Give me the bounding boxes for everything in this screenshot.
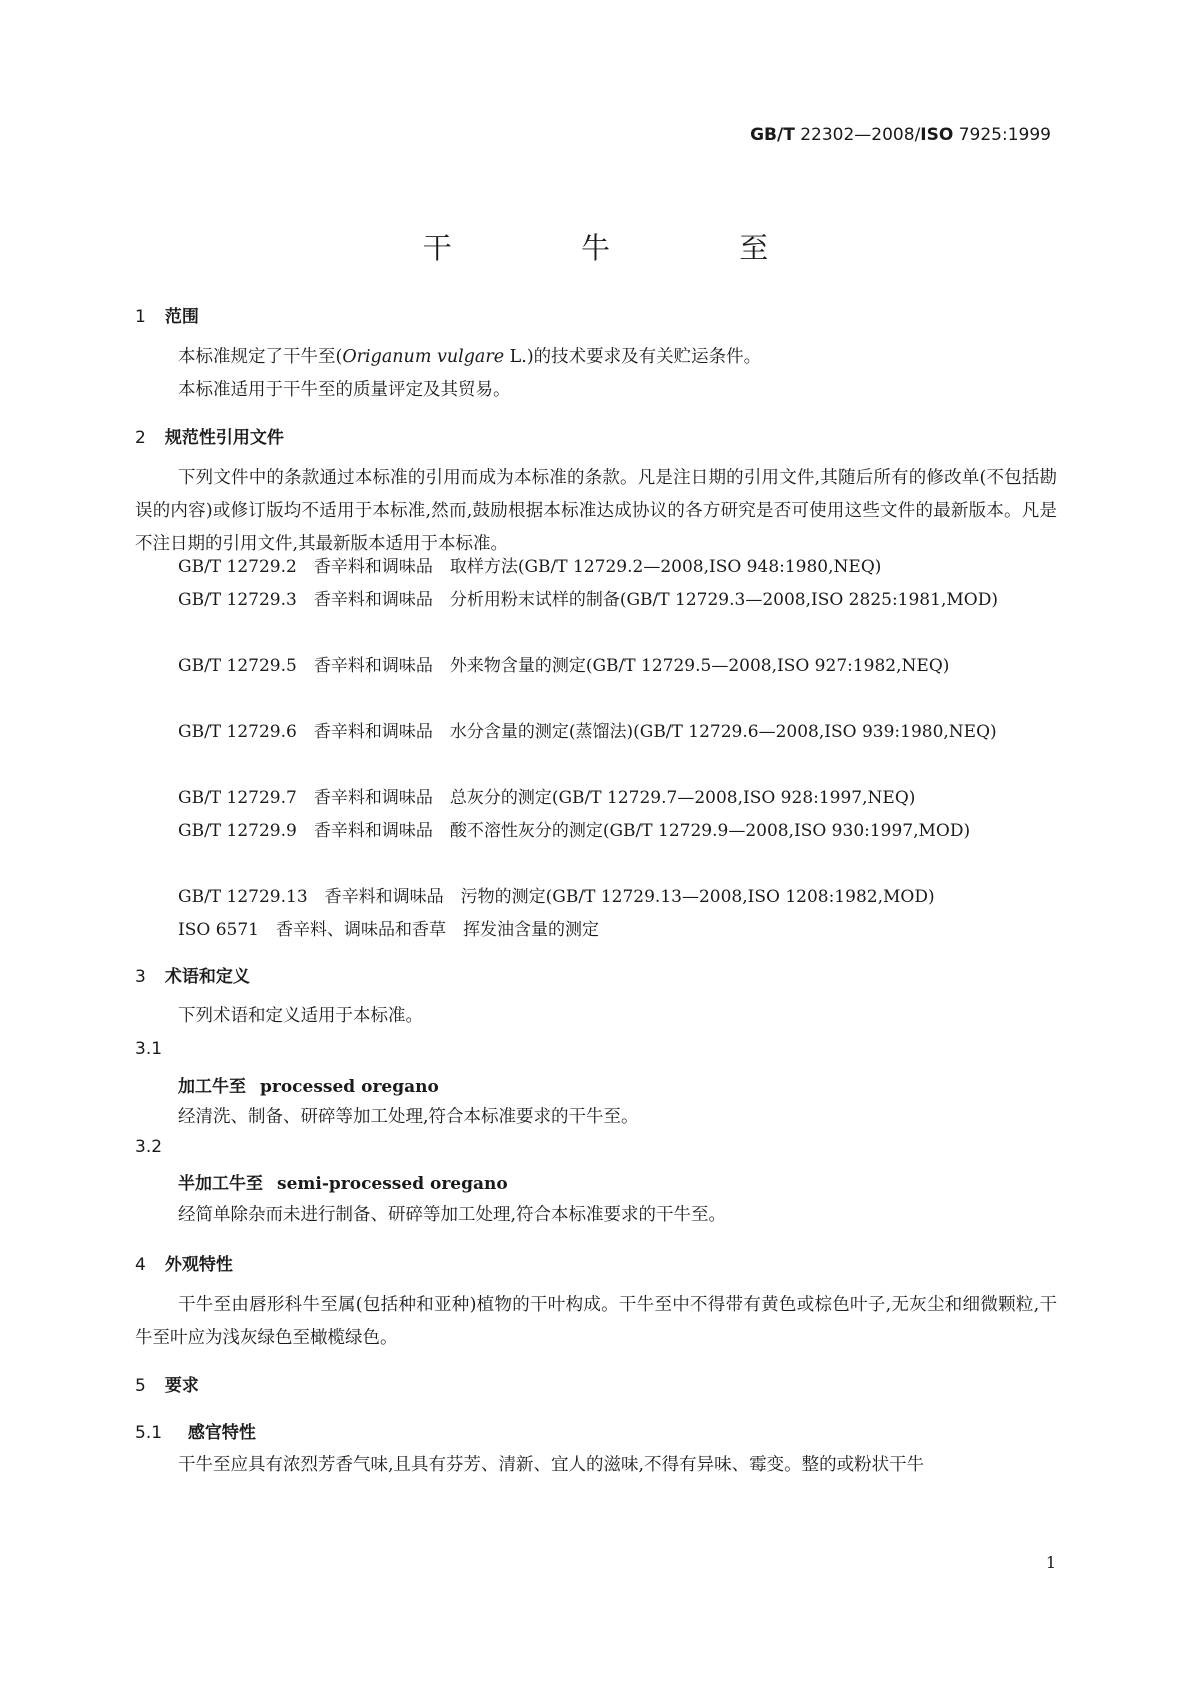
term-zh: 半加工牛至 <box>178 1174 263 1194</box>
section-title: 规范性引用文件 <box>164 428 284 448</box>
scope-paragraph-1: 本标准规定了干牛至(Origanum vulgare L.)的技术要求及有关贮运条件。 <box>178 347 762 367</box>
page-number: 1 <box>1045 1553 1056 1572</box>
section-number: 1 <box>135 307 146 327</box>
section-1-heading <box>135 302 199 327</box>
term-number: 3.2 <box>135 1137 163 1157</box>
reference-item: GB/T 12729.13 香辛料和调味品 污物的测定(GB/T 12729.13—2008,ISO 1208:1982,MOD) <box>178 887 935 907</box>
std-number: 22302—2008 <box>800 125 915 145</box>
std-prefix: GB/T <box>750 125 795 145</box>
section-title: 外观特性 <box>164 1255 233 1275</box>
iso-number: 7925:1999 <box>958 125 1051 145</box>
sensory-paragraph: 干牛至应具有浓烈芳香气味,且具有芬芳、清新、宜人的滋味,不得有异味、霉变。整的或粉状干牛 <box>178 1455 925 1475</box>
reference-item: GB/T 12729.6 香辛料和调味品 水分含量的测定(蒸馏法)(GB/T 12729.6—2008,ISO 939:1980,NEQ) <box>178 722 997 742</box>
terms-intro: 下列术语和定义适用于本标准。 <box>178 1006 423 1026</box>
reference-item: GB/T 12729.9 香辛料和调味品 酸不溶性灰分的测定(GB/T 12729.9—2008,ISO 930:1997,MOD) <box>178 821 971 841</box>
term-definition: 经清洗、制备、研碎等加工处理,符合本标准要求的干牛至。 <box>178 1107 639 1127</box>
reference-item: GB/T 12729.5 香辛料和调味品 外来物含量的测定(GB/T 12729.5—2008,ISO 927:1982,NEQ) <box>178 656 950 676</box>
scope-paragraph-2: 本标准适用于干牛至的质量评定及其贸易。 <box>178 380 511 400</box>
reference-item: GB/T 12729.7 香辛料和调味品 总灰分的测定(GB/T 12729.7—2008,ISO 928:1997,NEQ) <box>178 788 916 808</box>
section-number: 3 <box>135 967 146 987</box>
section-2-heading <box>135 423 284 448</box>
term-name <box>178 1072 439 1097</box>
term-zh: 加工牛至 <box>178 1077 246 1097</box>
references-intro: 下列文件中的条款通过本标准的引用而成为本标准的条款。凡是注日期的引用文件,其随后所有的修改单(不包括勘误的内容)或修订版均不适用于本标准,然而,鼓励根据本标准达成协议的各方研究是否可使用这些文件的最新版本。凡是不注日期的引用文件,其最新版本适用于本标准。 <box>135 468 1057 554</box>
section-3-heading <box>135 962 250 987</box>
appearance-paragraph: 干牛至由唇形科牛至属(包括种和亚种)植物的干叶构成。干牛至中不得带有黄色或棕色叶子,无灰尘和细微颗粒,干牛至叶应为浅灰绿色至橄榄绿色。 <box>135 1295 1057 1348</box>
document-title: 干 牛 至 <box>422 231 829 265</box>
section-number: 4 <box>135 1255 146 1275</box>
section-title: 术语和定义 <box>164 967 250 987</box>
section-title: 要求 <box>164 1376 199 1396</box>
latin-name: Origanum vulgare <box>342 347 505 367</box>
term-definition: 经简单除杂而未进行制备、研碎等加工处理,符合本标准要求的干牛至。 <box>178 1205 727 1225</box>
section-5-heading <box>135 1371 199 1396</box>
section-4-heading <box>135 1250 233 1275</box>
term-en: semi-processed oregano <box>277 1174 508 1194</box>
section-number: 5 <box>135 1376 146 1396</box>
term-name <box>178 1169 508 1194</box>
standard-code: GB/T 22302—2008/ISO 7925:1999 <box>750 125 1051 145</box>
reference-item: GB/T 12729.2 香辛料和调味品 取样方法(GB/T 12729.2—2008,ISO 948:1980,NEQ) <box>178 557 882 577</box>
term-en: processed oregano <box>260 1077 439 1097</box>
iso-prefix: ISO <box>920 125 954 145</box>
term-number: 3.1 <box>135 1039 163 1059</box>
subsection-5-1-heading <box>135 1418 256 1443</box>
section-number: 2 <box>135 428 146 448</box>
reference-item: ISO 6571 香辛料、调味品和香草 挥发油含量的测定 <box>178 920 599 940</box>
reference-item: GB/T 12729.3 香辛料和调味品 分析用粉末试样的制备(GB/T 12729.3—2008,ISO 2825:1981,MOD) <box>178 590 998 610</box>
subsection-number: 5.1 <box>135 1423 163 1443</box>
section-title: 范围 <box>164 307 199 327</box>
subsection-title: 感官特性 <box>187 1423 256 1443</box>
